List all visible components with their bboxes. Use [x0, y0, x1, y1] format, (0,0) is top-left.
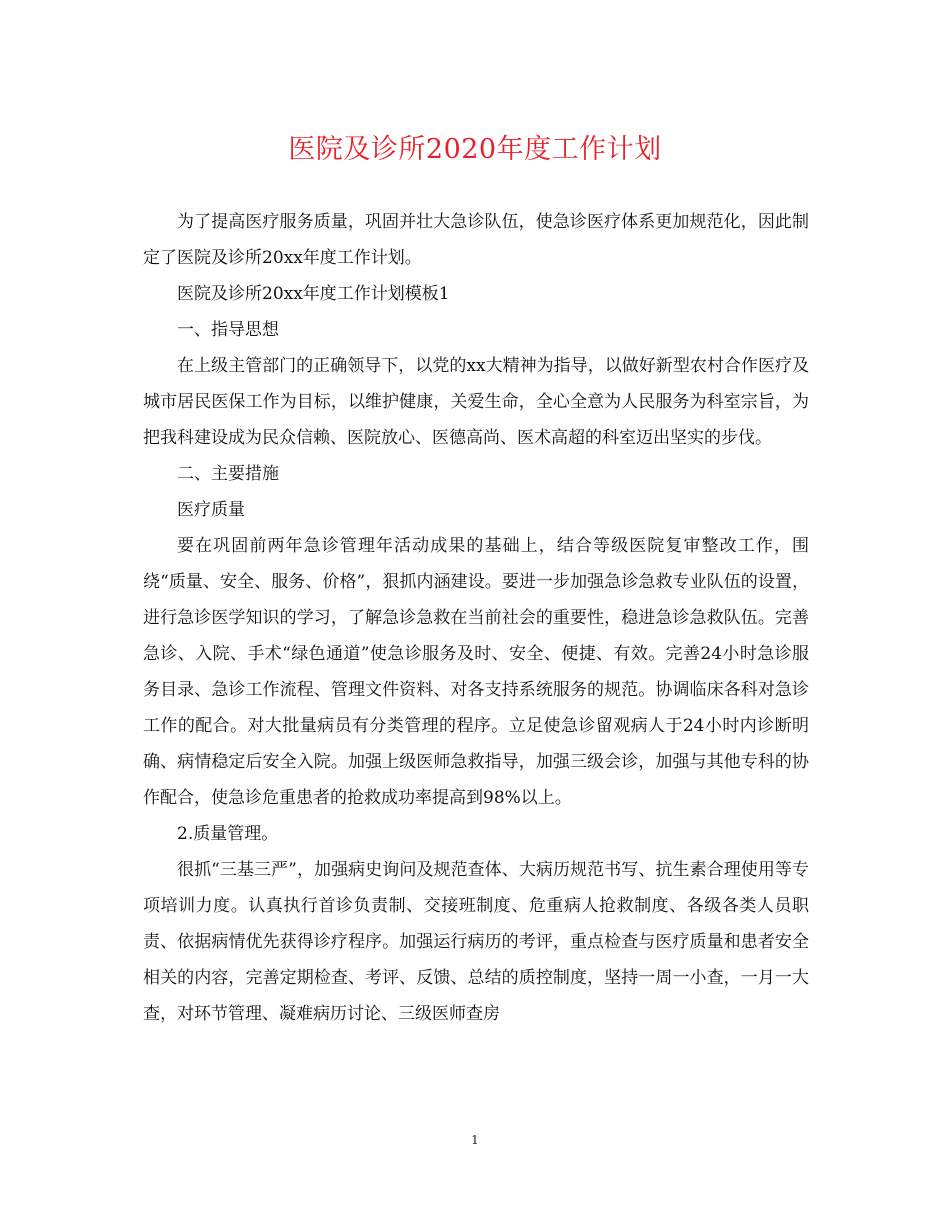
- section-heading-main-measures: 二、主要措施: [177, 464, 279, 484]
- paragraph-medical-quality: 要在巩固前两年急诊管理年活动成果的基础上，结合等级医院复审整改工作，围绕“质量、安全、服务、价格”，狠抓内涵建设。要进一步加强急诊急救专业队伍的设置，进行急诊医学知识的学习，了解急诊急救在当前社会的重要性，稳进急诊急救队伍。完善急诊、入院、手术“绿色通道”使急诊服务及时、安全、便捷、有效。完善24小时急诊服务目录、急诊工作流程、管理文件资料、对各支持系统服务的规范。协调临床各科对急诊工作的配合。对大批量病员有分类管理的程序。立足使急诊留观病人于24小时内诊断明确、病情稳定后安全入院。加强上级医师急救指导，加强三级会诊，加强与其他专科的协作配合，使急诊危重患者的抢救成功率提高到98%以上。: [143, 536, 809, 808]
- page-number: 1: [471, 1133, 479, 1147]
- section-heading-guiding-ideology: 一、指导思想: [177, 320, 279, 340]
- subheading-quality-management: 2.质量管理。: [177, 824, 279, 844]
- subheading-medical-quality: 医疗质量: [177, 500, 245, 520]
- paragraph-guiding-ideology: 在上级主管部门的正确领导下，以党的xx大精神为指导，以做好新型农村合作医疗及城市居民医保工作为目标，以维护健康，关爱生命，全心全意为人民服务为科室宗旨，为把我科建设成为民众信赖、医院放心、医德高尚、医术高超的科室迈出坚实的步伐。: [143, 356, 809, 448]
- paragraph-quality-management: 很抓“三基三严”，加强病史询问及规范查体、大病历规范书写、抗生素合理使用等专项培训力度。认真执行首诊负责制、交接班制度、危重病人抢救制度、各级各类人员职责、依据病情优先获得诊疗程序。加强运行病历的考评，重点检查与医疗质量和患者安全相关的内容，完善定期检查、考评、反馈、总结的质控制度，坚持一周一小查，一月一大查，对环节管理、凝难病历讨论、三级医师查房: [143, 860, 809, 1024]
- paragraph-intro: 为了提高医疗服务质量，巩固并壮大急诊队伍，使急诊医疗体系更加规范化，因此制定了医院及诊所20xx年度工作计划。: [143, 212, 809, 268]
- document-title: 医院及诊所2020年度工作计划: [288, 134, 662, 165]
- document-body: [143, 204, 809, 1032]
- paragraph-template-heading: 医院及诊所20xx年度工作计划模板1: [177, 284, 450, 304]
